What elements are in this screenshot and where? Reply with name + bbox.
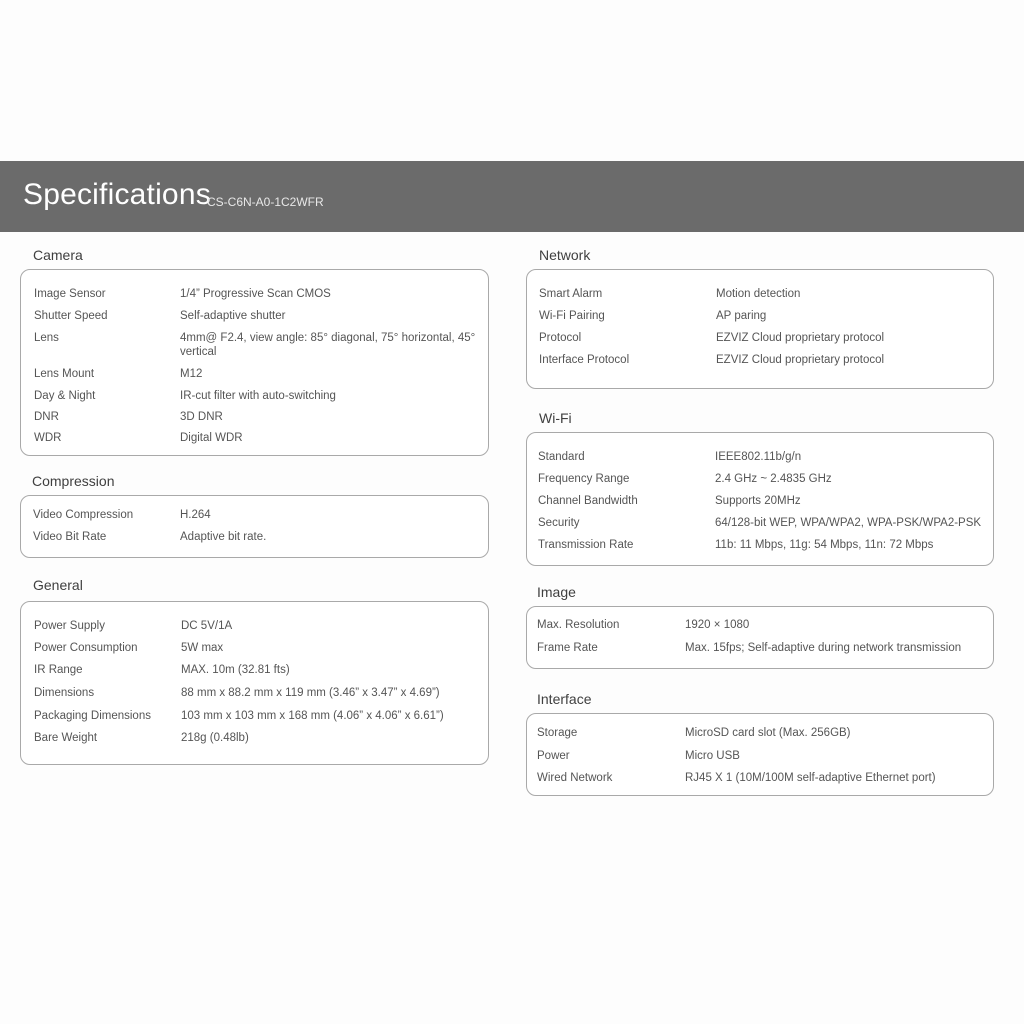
spec-value: 64/128-bit WEP, WPA/WPA2, WPA-PSK/WPA2-PSK: [715, 517, 982, 529]
spec-value: 11b: 11 Mbps, 11g: 54 Mbps, 11n: 72 Mbps: [715, 539, 934, 551]
spec-value: Max. 15fps; Self-adaptive during network transmission: [685, 642, 962, 654]
spec-value: 5W max: [181, 642, 224, 654]
spec-label: Lens: [34, 332, 59, 344]
spec-value: 218g (0.48lb): [181, 732, 249, 744]
spec-value: 103 mm x 103 mm x 168 mm (4.06” x 4.06” x 6.61”): [181, 710, 444, 722]
spec-value: IEEE802.11b/g/n: [715, 451, 802, 463]
spec-value: Motion detection: [716, 288, 801, 300]
spec-label: Lens Mount: [34, 368, 95, 380]
page-title: Specifications: [23, 178, 211, 211]
spec-label: Day & Night: [34, 390, 96, 402]
section-title-image: Image: [537, 584, 576, 600]
spec-value: 4mm@ F2.4, view angle: 85° diagonal, 75° horizontal, 45° vertical: [180, 332, 476, 358]
spec-label: IR Range: [34, 664, 83, 676]
spec-label: DNR: [34, 411, 59, 423]
spec-value: 2.4 GHz ~ 2.4835 GHz: [715, 473, 832, 485]
spec-label: Storage: [537, 727, 578, 739]
spec-label: Security: [538, 517, 580, 529]
spec-value: H.264: [180, 509, 211, 521]
section-title-camera: Camera: [33, 247, 83, 263]
section-title-network: Network: [539, 247, 591, 263]
spec-label: Frequency Range: [538, 473, 630, 485]
spec-label: Power Supply: [34, 620, 105, 632]
spec-label: Wired Network: [537, 772, 613, 784]
spec-label: Max. Resolution: [537, 619, 620, 631]
spec-label: Video Bit Rate: [33, 531, 107, 543]
spec-value: RJ45 X 1 (10M/100M self-adaptive Ethernet port): [685, 772, 936, 784]
spec-label: Bare Weight: [34, 732, 98, 744]
spec-label: Transmission Rate: [538, 539, 634, 551]
spec-label: Smart Alarm: [539, 288, 603, 300]
spec-value: 88 mm x 88.2 mm x 119 mm (3.46” x 3.47” x 4.69”): [181, 687, 440, 699]
model-number: CS-C6N-A0-1C2WFR: [207, 195, 324, 209]
spec-label: WDR: [34, 432, 62, 444]
section-title-interface: Interface: [537, 691, 592, 707]
spec-label: Frame Rate: [537, 642, 598, 654]
spec-value: MicroSD card slot (Max. 256GB): [685, 727, 851, 739]
spec-label: Packaging Dimensions: [34, 710, 151, 722]
spec-label: Channel Bandwidth: [538, 495, 638, 507]
spec-label: Power Consumption: [34, 642, 138, 654]
spec-label: Standard: [538, 451, 585, 463]
spec-value: 3D DNR: [180, 411, 223, 423]
spec-value: Micro USB: [685, 750, 740, 762]
spec-value: MAX. 10m (32.81 fts): [181, 664, 290, 676]
spec-value: EZVIZ Cloud proprietary protocol: [716, 354, 885, 366]
spec-label: Power: [537, 750, 570, 762]
spec-value: 1/4” Progressive Scan CMOS: [180, 288, 331, 300]
spec-label: Video Compression: [33, 509, 134, 521]
spec-label: Dimensions: [34, 687, 95, 699]
spec-value: IR-cut filter with auto-switching: [180, 390, 336, 402]
spec-value: Self-adaptive shutter: [180, 310, 286, 322]
section-title-wifi: Wi-Fi: [539, 410, 572, 426]
spec-value: DC 5V/1A: [181, 620, 233, 632]
spec-value: AP paring: [716, 310, 767, 322]
spec-label: Wi-Fi Pairing: [539, 310, 605, 322]
spec-box-image: [526, 606, 994, 669]
section-title-general: General: [33, 577, 83, 593]
spec-label: Image Sensor: [34, 288, 106, 300]
spec-value: Supports 20MHz: [715, 495, 801, 507]
spec-value: Adaptive bit rate.: [180, 531, 267, 543]
spec-label: Protocol: [539, 332, 582, 344]
spec-value: 1920 × 1080: [685, 619, 750, 631]
spec-value: Digital WDR: [180, 432, 243, 444]
spec-value: M12: [180, 368, 203, 380]
section-title-compression: Compression: [32, 473, 115, 489]
spec-label: Shutter Speed: [34, 310, 108, 322]
spec-label: Interface Protocol: [539, 354, 630, 366]
spec-value: EZVIZ Cloud proprietary protocol: [716, 332, 885, 344]
spec-box-compression: [20, 495, 489, 558]
